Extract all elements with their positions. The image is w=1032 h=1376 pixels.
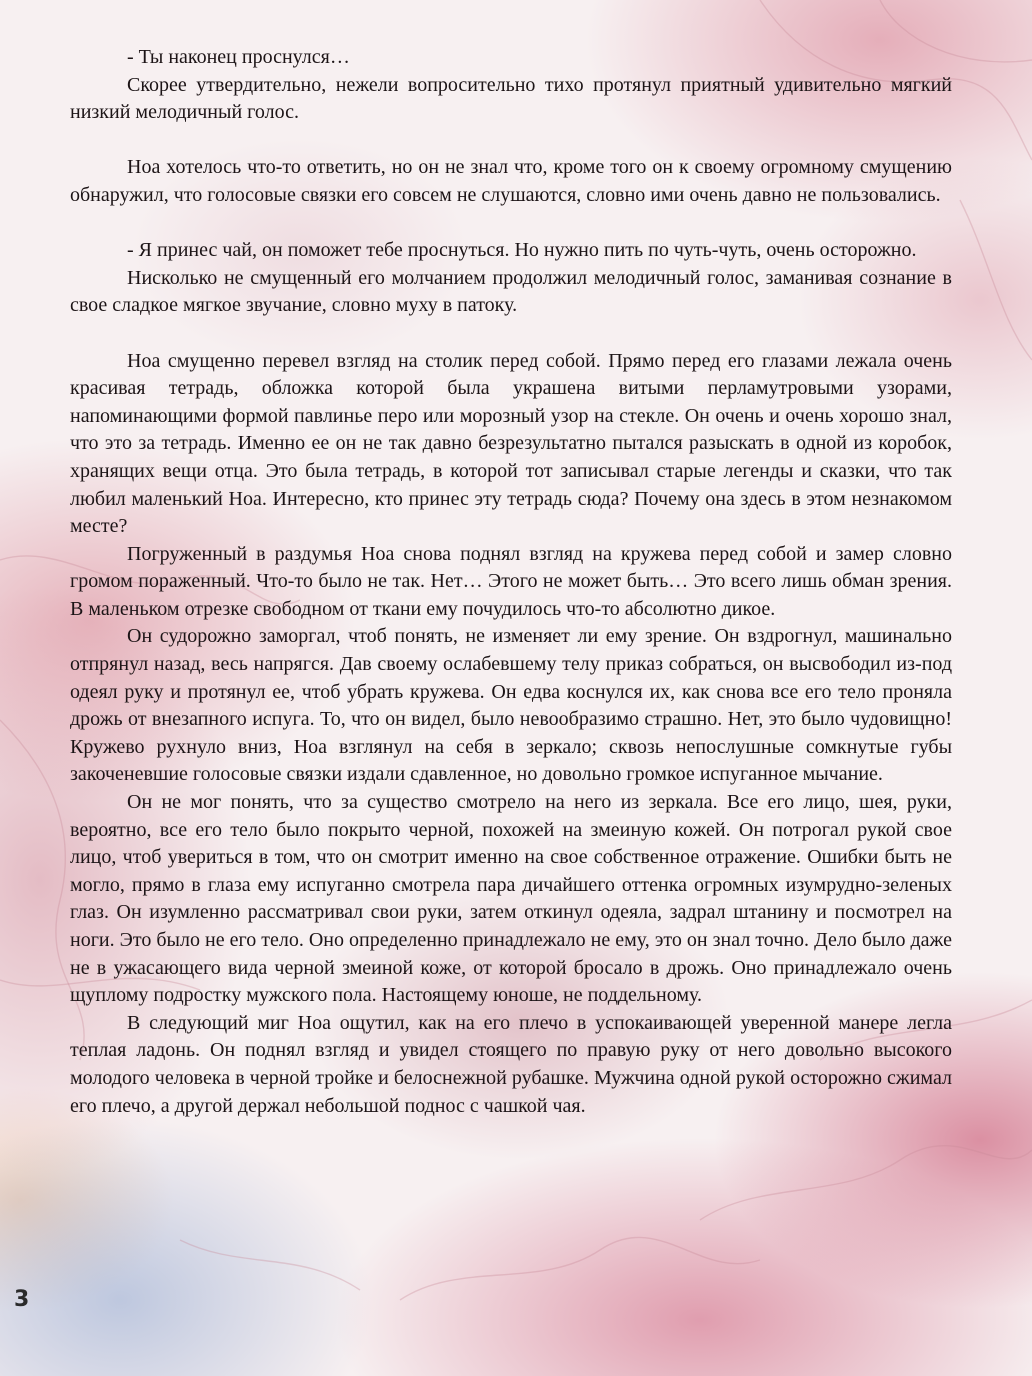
paragraph-4: - Я принес чай, он поможет тебе проснуться. Но нужно пить по чуть-чуть, очень осторожно. xyxy=(127,239,917,262)
paragraph-2: Скорее утвердительно, нежели вопросительно тихо протянул приятный удивительно мягкий низкий мелодичный голос. xyxy=(70,73,952,124)
paragraph-10: В следующий миг Ноа ощутил, как на его плечо в успокаивающей уверенной манере легла теплая ладонь. Он поднял взгляд и увидел стоящего по правую руку от него довольно высокого молодого человека в черной тройке и белоснежной рубашке. Мужчина одной рукой осторожно сжимал его плечо, а другой держал небольшой поднос с чашкой чая. xyxy=(70,1011,952,1117)
paragraph-7: Погруженный в раздумья Ноа снова поднял взгляд на кружева перед собой и замер словно громом пораженный. Что-то было не так. Нет… Этого не может быть… Это всего лишь обман зрения. В маленьком отрезке свободном от ткани ему почудилось что-то абсолютно дикое. xyxy=(70,542,952,620)
story-text xyxy=(70,44,952,1120)
paragraph-5: Нисколько не смущенный его молчанием продолжил мелодичный голос, заманивая сознание в свое сладкое мягкое звучание, словно муху в патоку. xyxy=(70,266,952,317)
paragraph-3: Ноа хотелось что-то ответить, но он не знал что, кроме того он к своему огромному смущению обнаружил, что голосовые связки его совсем не слушаются, словно ими очень давно не пользовались. xyxy=(70,156,952,206)
paragraph-1: - Ты наконец проснулся… xyxy=(127,46,350,68)
page-number: 3 xyxy=(14,1287,30,1312)
paragraph-9: Он не мог понять, что за существо смотрело на него из зеркала. Все его лицо, шея, руки, вероятно, все его тело было покрыто черной, похожей на змеиную кожей. Он потрогал рукой свое лицо, чтоб увериться в том, что он смотрит именно на свое собственное отражение. Ошибки быть не могло, прямо в глаза ему испуганно смотрела пара дичайшего оттенка огромных изумрудно-зеленых глаз. Он изумленно рассматривал свои руки, затем откинул одеяла, задрал штанину и посмотрел на ноги. Это было не его тело. Оно определенно принадлежало не ему, это он знал точно. Дело было даже не в ужасающего вида черной змеиной коже, от которой бросало в дрожь. Оно принадлежало очень щуплому подростку мужского пола. Настоящему юноше, не поддельному. xyxy=(70,791,952,1007)
paragraph-6: Ноа смущенно перевел взгляд на столик перед собой. Прямо перед его глазами лежала очень красивая тетрадь, обложка которой была украшена витыми перламутровыми узорами, напоминающими формой павлинье перо или морозный узор на стекле. Он очень и очень хорошо знал, что это за тетрадь. Именно ее он не так давно безрезультатно пытался разыскать в одной из коробок, хранящих вещи отца. Это была тетрадь, в которой тот записывал старые легенды и сказки, что так любил маленький Ноа. Интересно, кто принес эту тетрадь сюда? Почему она здесь в этом незнакомом месте? xyxy=(70,349,952,538)
paragraph-8: Он судорожно заморгал, чтоб понять, не изменяет ли ему зрение. Он вздрогнул, машинально отпрянул назад, весь напрягся. Дав своему ослабевшему телу приказ собраться, он высвободил из-под одеял руку и протянул ее, чтоб убрать кружева. Он едва коснулся их, как снова все его тело проняла дрожь от внезапного испуга. То, что он видел, было невообразимо страшно. Нет, это было чудовищно! Кружево рухнуло вниз, Ноа взглянул на себя в зеркало; сквозь непослушные сомкнутые губы закоченевшие голосовые связки издали сдавленное, но довольно громкое испуганное мычание. xyxy=(70,625,952,786)
